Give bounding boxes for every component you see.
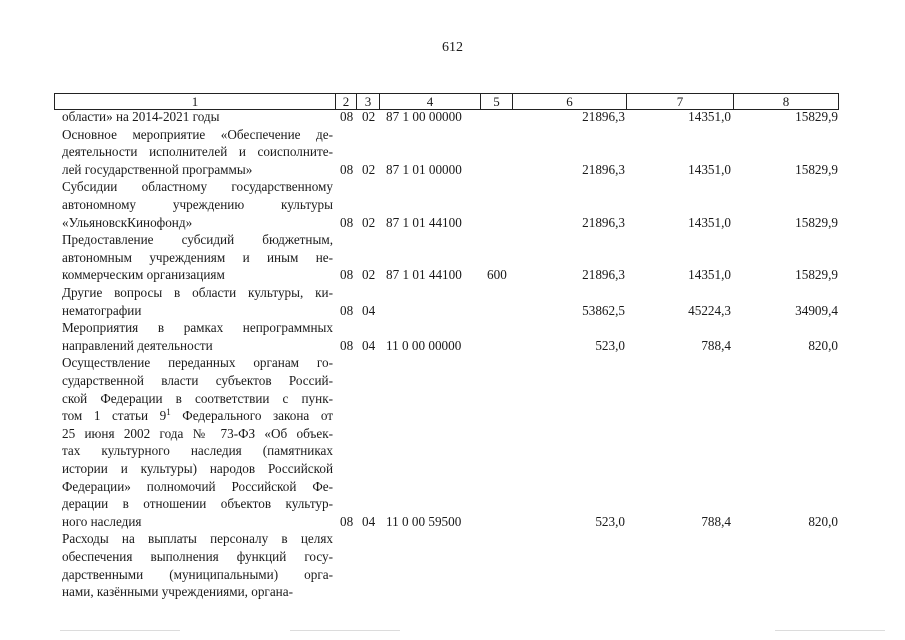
cell-col-7: 14351,0 <box>688 214 731 230</box>
cell-col-6: 523,0 <box>595 337 625 353</box>
header-col-3: 3 <box>364 94 372 109</box>
row-description-line: Расходы на выплаты персоналу в целях <box>62 531 333 547</box>
cell-col-8: 15829,9 <box>795 161 838 177</box>
row-description-line: 25 июня 2002 года № 73-ФЗ «Об объек- <box>62 425 333 441</box>
header-col-1: 1 <box>191 94 199 109</box>
cell-col-2: 08 <box>340 267 354 283</box>
row-description-line: Субсидии областному государственному <box>62 179 333 195</box>
row-description-line: автономным учреждениям и иным не- <box>62 249 333 265</box>
cell-col-7: 14351,0 <box>688 161 731 177</box>
row-description-line: истории и культуры) народов Российской <box>62 461 333 476</box>
row-description-line: коммерческим организациям <box>62 267 225 283</box>
row-description-line: ного наследия <box>62 513 142 529</box>
row-description-line: Мероприятия в рамках непрограммных <box>62 320 333 336</box>
row-description-line: Основное мероприятие «Обеспечение де- <box>62 126 333 142</box>
row-description-line: «УльяновскКинофонд» <box>62 214 193 230</box>
row-description-line: сударственной власти субъектов Россий- <box>62 373 333 388</box>
cell-col-6: 53862,5 <box>582 302 625 318</box>
scan-artifact <box>775 630 885 631</box>
cell-col-7: 14351,0 <box>688 267 731 283</box>
cell-col-8: 820,0 <box>808 337 838 353</box>
cell-col-7: 788,4 <box>701 337 731 353</box>
row-description-line: Предоставление субсидий бюджетным, <box>62 232 333 248</box>
cell-col-6: 21896,3 <box>582 109 625 124</box>
cell-col-6: 21896,3 <box>582 161 625 177</box>
row-description-line: лей государственной программы» <box>62 161 253 177</box>
cell-col-7: 788,4 <box>701 513 731 529</box>
cell-col-4: 87 1 01 44100 <box>386 214 462 230</box>
row-description-line: тах культурного наследия (памятниках <box>62 443 333 459</box>
cell-col-4: 11 0 00 59500 <box>386 513 462 529</box>
cell-col-3: 02 <box>362 214 376 230</box>
cell-col-6: 523,0 <box>595 513 625 529</box>
cell-col-4: 87 1 01 44100 <box>386 267 462 283</box>
scan-artifact <box>290 630 400 631</box>
cell-col-2: 08 <box>340 109 354 124</box>
row-description-line: Другие вопросы в области культуры, ки- <box>62 285 333 300</box>
cell-col-4: 11 0 00 00000 <box>386 337 462 353</box>
cell-col-2: 08 <box>340 337 354 353</box>
row-description-line: области» на 2014-2021 годы <box>62 109 220 124</box>
cell-col-5: 600 <box>487 267 507 283</box>
cell-col-3: 02 <box>362 109 376 124</box>
row-description-line: деятельности исполнителей и соисполните- <box>62 144 333 160</box>
page-number: 612 <box>442 40 463 55</box>
row-description-line: том 1 статьи $9^1$ Федерального закона от <box>62 407 333 424</box>
cell-col-7: 14351,0 <box>688 109 731 124</box>
row-description-line: Федерации» полномочий Российской Фе- <box>62 478 333 494</box>
scan-artifact <box>60 630 180 631</box>
row-description-line: нами, казёнными учреждениями, органа- <box>62 584 293 600</box>
table-header <box>54 93 839 110</box>
cell-col-3: 02 <box>362 267 376 283</box>
cell-col-8: 15829,9 <box>795 214 838 230</box>
cell-col-8: 15829,9 <box>795 109 838 124</box>
row-description-line: нематографии <box>62 302 142 318</box>
cell-col-8: 34909,4 <box>795 302 838 318</box>
cell-col-3: 04 <box>362 513 376 529</box>
cell-col-7: 45224,3 <box>688 302 731 318</box>
header-col-5: 5 <box>493 94 500 109</box>
cell-col-6: 21896,3 <box>582 267 625 283</box>
row-description-line: обеспечения выполнения функций госу- <box>62 549 333 564</box>
row-description-line: направлений деятельности <box>62 337 213 353</box>
row-description-line: ской Федерации в соответствии с пунк- <box>62 390 333 406</box>
row-description-line: дерации в отношении объектов культур- <box>62 496 333 512</box>
row-description-line: автономному учреждению культуры <box>62 197 333 212</box>
header-col-6: 6 <box>566 94 573 109</box>
row-description-line: Осуществление переданных органам го- <box>62 355 333 371</box>
cell-col-2: 08 <box>340 214 354 230</box>
cell-col-2: 08 <box>340 161 354 177</box>
cell-col-2: 08 <box>340 302 354 318</box>
cell-col-4: 87 1 00 00000 <box>386 109 462 124</box>
cell-col-6: 21896,3 <box>582 214 625 230</box>
cell-col-3: 04 <box>362 337 376 353</box>
cell-col-8: 15829,9 <box>795 267 838 283</box>
cell-col-2: 08 <box>340 513 354 529</box>
cell-col-3: 04 <box>362 302 376 318</box>
cell-col-8: 820,0 <box>808 513 838 529</box>
header-col-2: 2 <box>342 94 350 109</box>
header-col-4: 4 <box>426 94 434 109</box>
cell-col-3: 02 <box>362 161 376 177</box>
header-col-7: 7 <box>676 94 684 109</box>
row-description-line: дарственными (муниципальными) орга- <box>62 566 333 582</box>
header-col-8: 8 <box>782 94 790 109</box>
cell-col-4: 87 1 01 00000 <box>386 161 462 177</box>
